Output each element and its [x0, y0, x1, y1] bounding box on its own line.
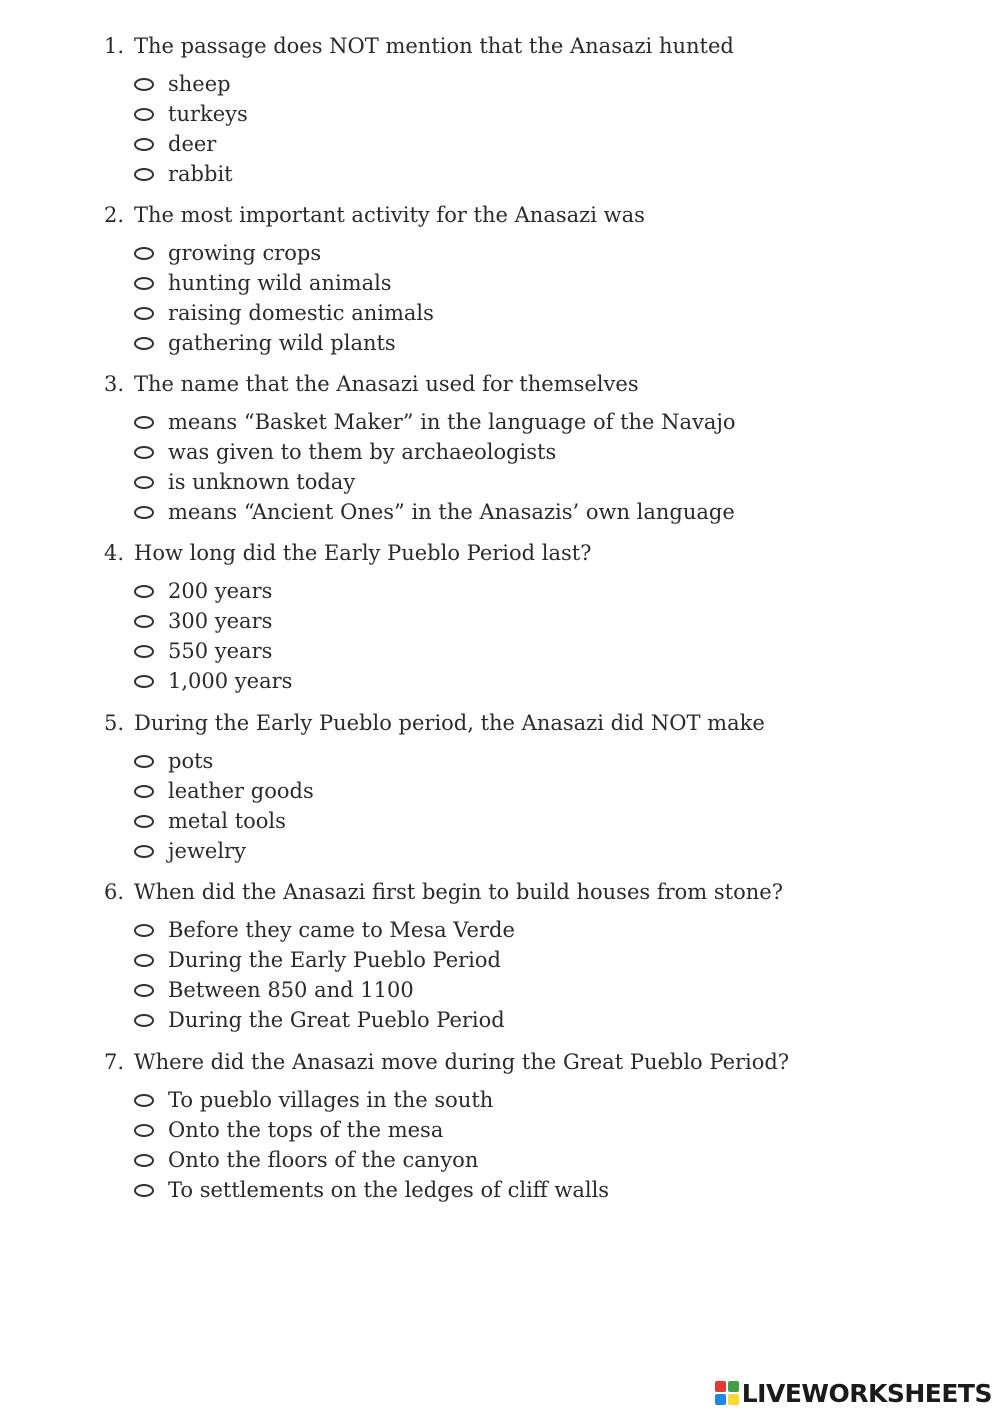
option-label: leather goods: [168, 779, 314, 803]
option-label: sheep: [168, 72, 231, 96]
question-text: The passage does NOT mention that the Anasazi hunted: [134, 34, 734, 58]
option-label: To settlements on the ledges of cliff walls: [168, 1178, 610, 1202]
question-2: [104, 202, 884, 358]
option-label: raising domestic animals: [168, 301, 434, 325]
radio-button[interactable]: [134, 954, 154, 967]
answer-option[interactable]: [134, 636, 884, 666]
question-text: When did the Anasazi first begin to build houses from stone?: [134, 880, 783, 904]
answer-option[interactable]: [134, 1005, 884, 1035]
radio-button[interactable]: [134, 416, 154, 429]
option-label: 200 years: [168, 579, 273, 603]
answer-option[interactable]: [134, 576, 884, 606]
option-label: deer: [168, 132, 217, 156]
radio-button[interactable]: [134, 984, 154, 997]
option-label: metal tools: [168, 809, 286, 833]
question-prompt: [104, 33, 884, 59]
radio-button[interactable]: [134, 755, 154, 768]
option-label: growing crops: [168, 241, 322, 265]
option-label: 300 years: [168, 609, 273, 633]
answer-option[interactable]: [134, 328, 884, 358]
option-label: pots: [168, 749, 214, 773]
question-number: 5.: [104, 711, 125, 735]
answer-option[interactable]: [134, 915, 884, 945]
answer-option[interactable]: [134, 666, 884, 696]
question-number: 4.: [104, 541, 125, 565]
option-label: gathering wild plants: [168, 331, 396, 355]
radio-button[interactable]: [134, 476, 154, 489]
question-number: 3.: [104, 372, 125, 396]
question-number: 6.: [104, 880, 125, 904]
radio-button[interactable]: [134, 1124, 154, 1137]
question-text: How long did the Early Pueblo Period last?: [134, 541, 592, 565]
answer-option[interactable]: [134, 806, 884, 836]
option-label: means “Ancient Ones” in the Anasazis’ own language: [168, 500, 735, 524]
option-label: turkeys: [168, 102, 248, 126]
answer-option[interactable]: [134, 746, 884, 776]
radio-button[interactable]: [134, 446, 154, 459]
option-label: was given to them by archaeologists: [168, 440, 557, 464]
radio-button[interactable]: [134, 675, 154, 688]
answer-options: [104, 576, 884, 696]
radio-button[interactable]: [134, 506, 154, 519]
question-number: 2.: [104, 203, 125, 227]
radio-button[interactable]: [134, 1094, 154, 1107]
question-prompt: [104, 371, 884, 397]
logo-square: [715, 1381, 726, 1392]
question-number: 7.: [104, 1050, 125, 1074]
answer-options: [104, 915, 884, 1035]
question-1: [104, 33, 884, 189]
radio-button[interactable]: [134, 645, 154, 658]
question-prompt: [104, 879, 884, 905]
answer-options: [104, 238, 884, 358]
option-label: Onto the tops of the mesa: [168, 1118, 444, 1142]
radio-button[interactable]: [134, 168, 154, 181]
answer-options: [104, 746, 884, 866]
option-label: Between 850 and 1100: [168, 978, 414, 1002]
answer-option[interactable]: [134, 1145, 884, 1175]
question-5: [104, 710, 884, 866]
answer-option[interactable]: [134, 776, 884, 806]
question-text: The most important activity for the Anasazi was: [134, 203, 645, 227]
radio-button[interactable]: [134, 1014, 154, 1027]
radio-button[interactable]: [134, 277, 154, 290]
logo-square: [728, 1394, 739, 1405]
radio-button[interactable]: [134, 615, 154, 628]
answer-option[interactable]: [134, 69, 884, 99]
question-prompt: [104, 710, 884, 736]
question-7: [104, 1049, 884, 1205]
radio-button[interactable]: [134, 337, 154, 350]
option-label: jewelry: [168, 839, 246, 863]
answer-option[interactable]: [134, 836, 884, 866]
radio-button[interactable]: [134, 78, 154, 91]
radio-button[interactable]: [134, 924, 154, 937]
question-text: Where did the Anasazi move during the Great Pueblo Period?: [134, 1050, 790, 1074]
option-label: During the Great Pueblo Period: [168, 1008, 505, 1032]
question-6: [104, 879, 884, 1035]
question-3: [104, 371, 884, 527]
radio-button[interactable]: [134, 247, 154, 260]
answer-option[interactable]: [134, 407, 884, 437]
answer-option[interactable]: [134, 1085, 884, 1115]
option-label: 550 years: [168, 639, 273, 663]
radio-button[interactable]: [134, 307, 154, 320]
answer-options: [104, 407, 884, 527]
answer-option[interactable]: [134, 606, 884, 636]
option-label: To pueblo villages in the south: [168, 1088, 494, 1112]
question-prompt: [104, 540, 884, 566]
logo-square: [728, 1381, 739, 1392]
question-prompt: [104, 1049, 884, 1075]
answer-option[interactable]: [134, 945, 884, 975]
answer-option[interactable]: [134, 1115, 884, 1145]
logo-square: [715, 1394, 726, 1405]
liveworksheets-logo-icon: [715, 1381, 739, 1405]
radio-button[interactable]: [134, 815, 154, 828]
option-label: During the Early Pueblo Period: [168, 948, 501, 972]
option-label: hunting wild animals: [168, 271, 392, 295]
answer-option[interactable]: [134, 129, 884, 159]
option-label: is unknown today: [168, 470, 356, 494]
question-text: The name that the Anasazi used for themselves: [134, 372, 639, 396]
question-number: 1.: [104, 34, 125, 58]
option-label: means “Basket Maker” in the language of the Navajo: [168, 410, 736, 434]
radio-button[interactable]: [134, 845, 154, 858]
liveworksheets-brand: [715, 1378, 992, 1408]
option-label: Before they came to Mesa Verde: [168, 918, 515, 942]
answer-option[interactable]: [134, 99, 884, 129]
question-4: [104, 540, 884, 696]
answer-option[interactable]: [134, 975, 884, 1005]
answer-option[interactable]: [134, 437, 884, 467]
radio-button[interactable]: [134, 785, 154, 798]
option-label: Onto the floors of the canyon: [168, 1148, 479, 1172]
radio-button[interactable]: [134, 585, 154, 598]
answer-option[interactable]: [134, 238, 884, 268]
radio-button[interactable]: [134, 1184, 154, 1197]
answer-option[interactable]: [134, 467, 884, 497]
question-text: During the Early Pueblo period, the Anasazi did NOT make: [134, 711, 765, 735]
radio-button[interactable]: [134, 138, 154, 151]
answer-options: [104, 69, 884, 189]
answer-option[interactable]: [134, 268, 884, 298]
answer-option[interactable]: [134, 1175, 884, 1205]
brand-name: LIVEWORKSHEETS: [741, 1378, 992, 1408]
answer-options: [104, 1085, 884, 1205]
option-label: rabbit: [168, 162, 233, 186]
answer-option[interactable]: [134, 159, 884, 189]
answer-option[interactable]: [134, 298, 884, 328]
answer-option[interactable]: [134, 497, 884, 527]
question-prompt: [104, 202, 884, 228]
option-label: 1,000 years: [168, 669, 293, 693]
radio-button[interactable]: [134, 1154, 154, 1167]
radio-button[interactable]: [134, 108, 154, 121]
